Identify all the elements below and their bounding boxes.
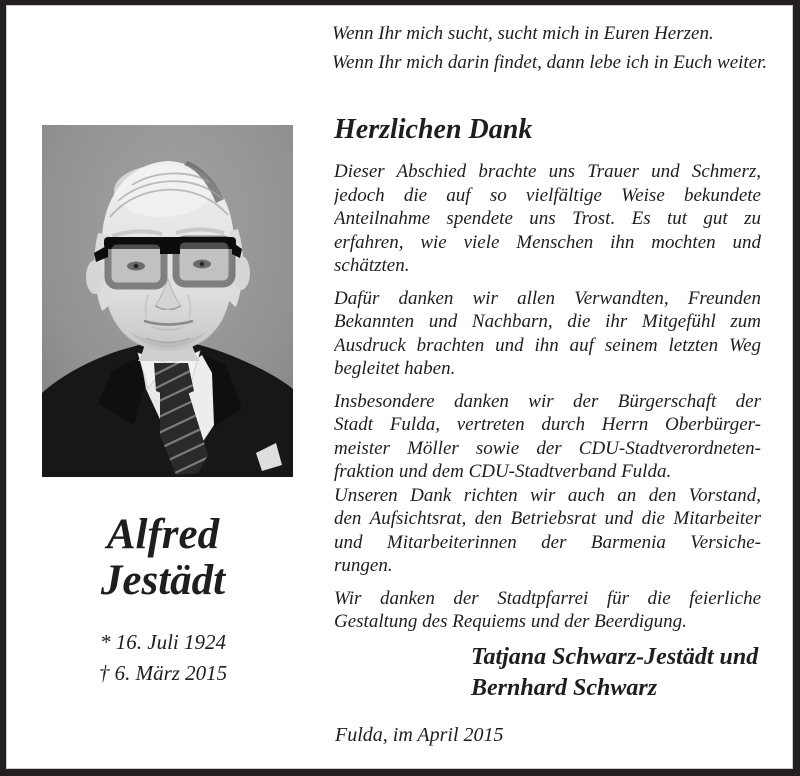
paragraph-line: Anteilnahme spendete uns Trost. Es tut gut zu [334, 208, 761, 229]
life-dates [30, 630, 296, 686]
thanks-paragraph [334, 390, 761, 484]
deceased-first-name: Alfred [106, 511, 220, 558]
deceased-name [30, 512, 296, 604]
thanks-paragraphs [334, 160, 761, 643]
thanks-paragraph [334, 484, 761, 578]
signature-line-2: Bernhard Schwarz [471, 675, 658, 701]
paragraph-line: Gestaltung des Requiems und der Beerdigung. [334, 611, 687, 632]
thanks-heading: Herzlichen Dank [334, 114, 533, 145]
paragraph-line: Stadt Fulda, vertreten durch Herrn Oberbürger- [334, 414, 761, 435]
paragraph-line: Wir danken der Stadtpfarrei für die feierliche [334, 587, 761, 609]
mourners-signature [471, 642, 758, 704]
ear-left [86, 260, 104, 294]
paragraph-line: begleitet haben. [334, 358, 456, 379]
paragraph-line: Bekannten und Nachbarn, die ihr Mitgefühl zum [334, 311, 761, 332]
paragraph-line: Dieser Abschied brachte uns Trauer und Schmerz, [334, 161, 761, 182]
thanks-paragraph [334, 287, 761, 381]
epigraph-line-1: Wenn Ihr mich sucht, sucht mich in Euren Herzen. [332, 23, 714, 44]
paragraph-line: erfahren, wie viele Menschen ihn mochten und [334, 231, 761, 253]
paragraph-line: fraktion und dem CDU-Stadtverband Fulda. [334, 461, 672, 482]
paragraph-line: Dafür danken wir allen Verwandten, Freunden [334, 287, 761, 309]
deceased-last-name: Jestädt [100, 557, 226, 604]
death-date: † 6. März 2015 [98, 661, 228, 685]
thanks-paragraph [334, 160, 761, 278]
paragraph-line: den Aufsichtsrat, den Betriebsrat und die Mitarbeiter [334, 508, 761, 529]
paragraph-line: Insbesondere danken wir der Bürgerschaft der [334, 390, 761, 412]
closing-dateline: Fulda, im April 2015 [335, 724, 504, 746]
epigraph-line-2: Wenn Ihr mich darin findet, dann lebe ich in Euch weiter. [332, 52, 768, 73]
paragraph-line: Unseren Dank richten wir auch an den Vorstand, [334, 484, 761, 506]
paragraph-line: und Mitarbeiterinnen der Barmenia Versiche- [334, 531, 761, 553]
signature-line-1: Tatjana Schwarz-Jestädt und [471, 644, 759, 670]
paragraph-line: jedoch die auf so vielfältige Weise bekundete [334, 184, 761, 206]
portrait-photo-illustration [42, 125, 293, 477]
paragraph-line: meister Möller sowie der CDU-Stadtverordneten- [334, 437, 761, 459]
thanks-paragraph [334, 587, 761, 634]
paragraph-line: schätzten. [334, 255, 410, 276]
bald-crown [114, 165, 210, 217]
birth-date: * 16. Juli 1924 [100, 630, 226, 654]
paragraph-line: rungen. [334, 555, 393, 576]
paragraph-line: Ausdruck brachten und ihn auf seinem letzten Weg [334, 334, 761, 356]
epigraph [332, 19, 767, 77]
portrait-photo [42, 125, 293, 477]
